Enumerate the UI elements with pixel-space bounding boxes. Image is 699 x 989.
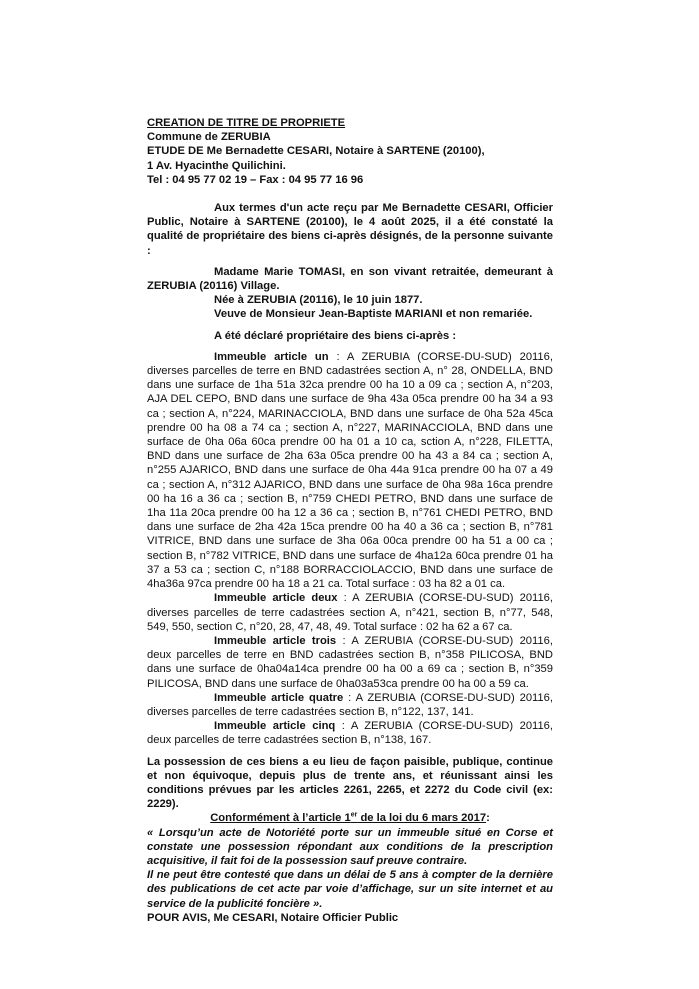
- property-article-1: [147, 350, 553, 591]
- law-quote-1: « Lorsqu’un acte de Notoriété porte sur un immeuble situé en Corse et constate une possession répondant aux conditions de la prescription acquisitive, il fait foi de la possession sauf preuve contraire.: [147, 826, 553, 867]
- article-label: Immeuble article deux: [214, 592, 338, 605]
- article-text: : A ZERUBIA (CORSE-DU-SUD) 20116, deux parcelles de terre en BND cadastrées section B, n°358 PILICOSA, BND dans une surface de 0ha04a14ca prendre 00 ha 00 a 69 ca ; section B, n°359 PILICOSA, BND dans une surface de 0ha03a53ca prendre 00 ha 00 a 59 ca.: [147, 634, 553, 690]
- owner-identity: Madame Marie TOMASI, en son vivant retraitée, demeurant à ZERUBIA (20116) Village.: [147, 265, 553, 293]
- owner-birth: Née à ZERUBIA (20116), le 10 juin 1877.: [214, 294, 423, 307]
- property-article-3: [147, 634, 553, 691]
- possession-paragraph: La possession de ces biens a eu lieu de façon paisible, publique, continue et non équivoque, depuis plus de trente ans, et réunissant ainsi les conditions prévues par les articles 2261, 2265, et 2272 du Code civil (ex: 2229).: [147, 755, 553, 811]
- article-label: Immeuble article quatre: [214, 691, 344, 704]
- article-label: Immeuble article un: [214, 350, 329, 363]
- article-label: Immeuble article trois: [214, 634, 337, 647]
- signature: POUR AVIS, Me CESARI, Notaire Officier Public: [147, 911, 399, 924]
- commune: Commune de ZERUBIA: [147, 131, 271, 144]
- article-text: : A ZERUBIA (CORSE-DU-SUD) 20116, diverses parcelles de terre cadastrées section B, n°122, 137, 141.: [147, 691, 553, 718]
- article-text: : A ZERUBIA (CORSE-DU-SUD) 20116, deux parcelles de terre cadastrées section B, n°138, 167.: [147, 720, 553, 747]
- conformity-heading: Conformément à l’article 1er de la loi du 6 mars 2017:: [210, 811, 490, 825]
- notary-address: 1 Av. Hyacinthe Quilichini.: [147, 159, 286, 172]
- legal-notice: [147, 116, 553, 925]
- law-quote-2: Il ne peut être contesté que dans un délai de 5 ans à compter de la dernière des publications de cet acte par voie d’affichage, sur un site internet et au service de la publicité foncière ».: [147, 869, 553, 910]
- notary-contact: Tel : 04 95 77 02 19 – Fax : 04 95 77 16 96: [147, 173, 364, 186]
- property-article-2: [147, 591, 553, 634]
- notary-office: ETUDE DE Me Bernadette CESARI, Notaire à SARTENE (20100),: [147, 145, 485, 158]
- owner-marital-status: Veuve de Monsieur Jean-Baptiste MARIANI et non remariée.: [214, 308, 533, 321]
- intro-paragraph: Aux termes d'un acte reçu par Me Bernadette CESARI, Officier Public, Notaire à SARTENE (20100), le 4 août 2025, il a été constaté la qualité de propriétaire des biens ci-après désignés, de la personne suivante :: [147, 202, 553, 257]
- property-article-5: [147, 719, 553, 747]
- article-text: : A ZERUBIA (CORSE-DU-SUD) 20116, diverses parcelles de terre en BND cadastrées section A, n° 28, ONDELLA, BND dans une surface de 1ha 51a 32ca prendre 00 ha 10 a 09 ca ; section A, n°203, AJA DEL CEPO, BND dans une surface de 9ha 43a 05ca prendre 00 ha 34 a 93 ca ; section A, n°224, MARINACCIOLA, BND dans une surface de 0ha 52a 45ca prendre 00 ha 08 a 74 ca ; section A, n°227, MARINACCIOLA, BND dans une surface de 0ha 06a 60ca prendre 00 ha 01 a 10 ca, sction A, n°228, FILETTA, BND dans une surface de 2ha 63a 05ca prendre 00 ha 43 a 84 ca ; section A, n°255 AJARICO, BND dans une surface de 0ha 44a 91ca prendre 00 ha 07 a 49 ca ; section A, n°312 AJARICO, BND dans une surface de 0ha 98a 16ca prendre 00 ha 16 a 36 ca ; section B, n°759 CHEDI PETRO, BND dans une surface de 1ha 11a 20ca prendre 00 ha 12 a 36 ca ; section B, n°761 CHEDI PETRO, BND dans une surface de 2ha 42a 15ca prendre 00 ha 40 a 36 ca ; section B, n°781 VITRICE, BND dans une surface de 3ha 06a 00ca prendre 00 ha 51 a 00 ca ; section B, n°782 VITRICE, BND dans une surface de 4ha12a 60ca prendre 01 ha 37 a 53 ca ; section C, n°188 BORRACCIOLACCIO, BND dans une surface de 4ha36a 97ca prendre 00 ha 18 a 21 ca. Total surface : 03 ha 82 a 01 ca.: [147, 350, 553, 591]
- declared-heading: A été déclaré propriétaire des biens ci-après :: [214, 329, 457, 342]
- article-label: Immeuble article cinq: [214, 720, 336, 733]
- article-text: : A ZERUBIA (CORSE-DU-SUD) 20116, diverses parcelles de terre cadastrées section A, n°421, section B, n°77, 548, 549, 550, section C, n°20, 28, 47, 48, 49. Total surface : 02 ha 62 a 67 ca.: [147, 592, 553, 633]
- notice-title: CREATION DE TITRE DE PROPRIETE: [147, 117, 346, 129]
- property-article-4: [147, 691, 553, 719]
